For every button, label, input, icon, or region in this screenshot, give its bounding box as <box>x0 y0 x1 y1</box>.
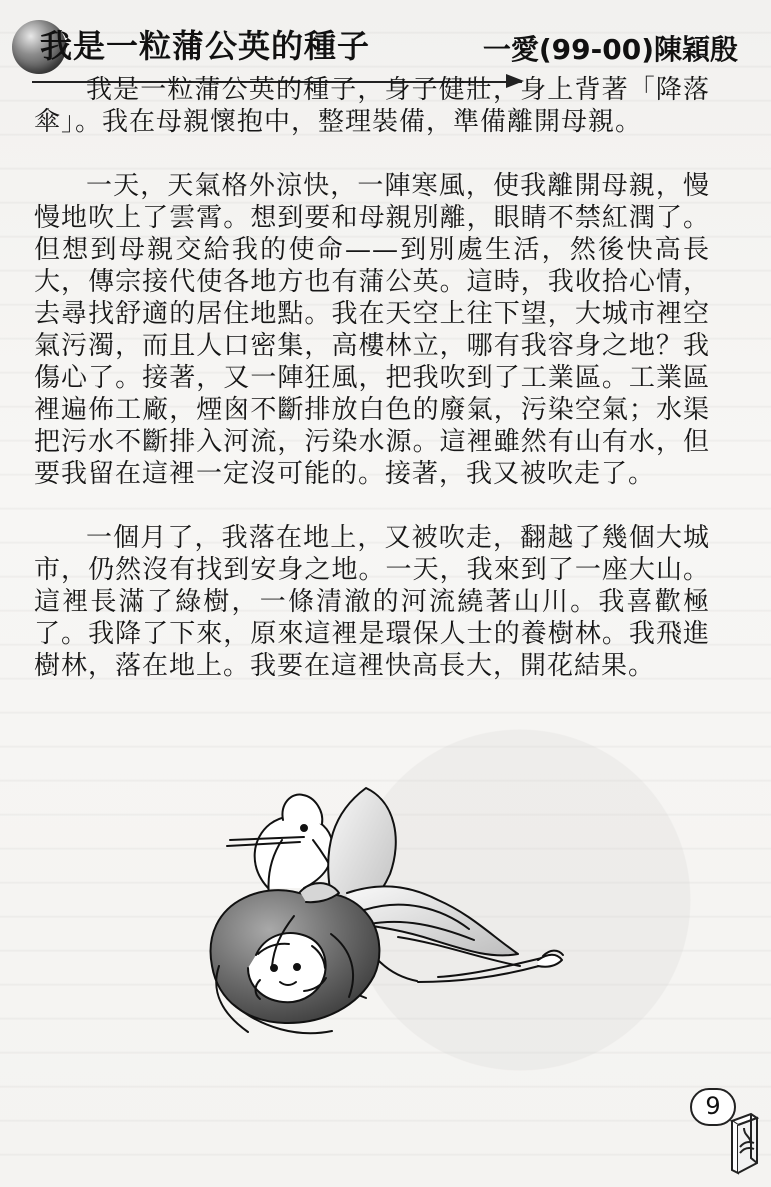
book-icon <box>724 1101 762 1175</box>
title-bar <box>12 18 762 76</box>
paragraph-3: 一個月了，我落在地上，又被吹走，翻越了幾個大城市，仍然沒有找到安身之地。一天，我來到了一座大山。這裡長滿了綠樹，一條清澈的河流繞著山川。我喜歡極了。我降了下來，原來這裡是環保人士的養樹林。我飛進樹林，落在地上。我要在這裡快高長大，開花結果。 <box>34 523 710 681</box>
page-number: 9 <box>705 1092 721 1120</box>
paragraph-2: 一天，天氣格外涼快，一陣寒風，使我離開母親，慢慢地吹上了雲霄。想到要和母親別離，眼睛不禁紅潤了。但想到母親交給我的使命——到別處生活，然後快高長大，傳宗接代使各地方也有蒲公英。這時，我收拾心情，去尋找舒適的居住地點。我在天空上往下望，大城市裡空氣污濁，而且人口密集，高樓林立，哪有我容身之地？我傷心了。接著，又一陣狂風，把我吹到了工業區。工業區裡遍佈工廠，煙囪不斷排放白色的廢氣，污染空氣；水渠把污水不斷排入河流，污染水源。這裡雖然有山有水，但要我留在這裡一定沒可能的。接著，我又被吹走了。 <box>34 171 710 489</box>
stork-illustration <box>188 784 580 1064</box>
page-title: 我是一粒蒲公英的種子 <box>40 27 371 65</box>
paragraph-1: 我是一粒蒲公英的種子，身子健壯，身上背著「降落傘」。我在母親懷抱中，整理裝備，準備離開母親。 <box>34 75 710 137</box>
essay-body <box>34 74 710 682</box>
author-byline: 一愛(99-00)陳穎殷 <box>482 33 738 66</box>
